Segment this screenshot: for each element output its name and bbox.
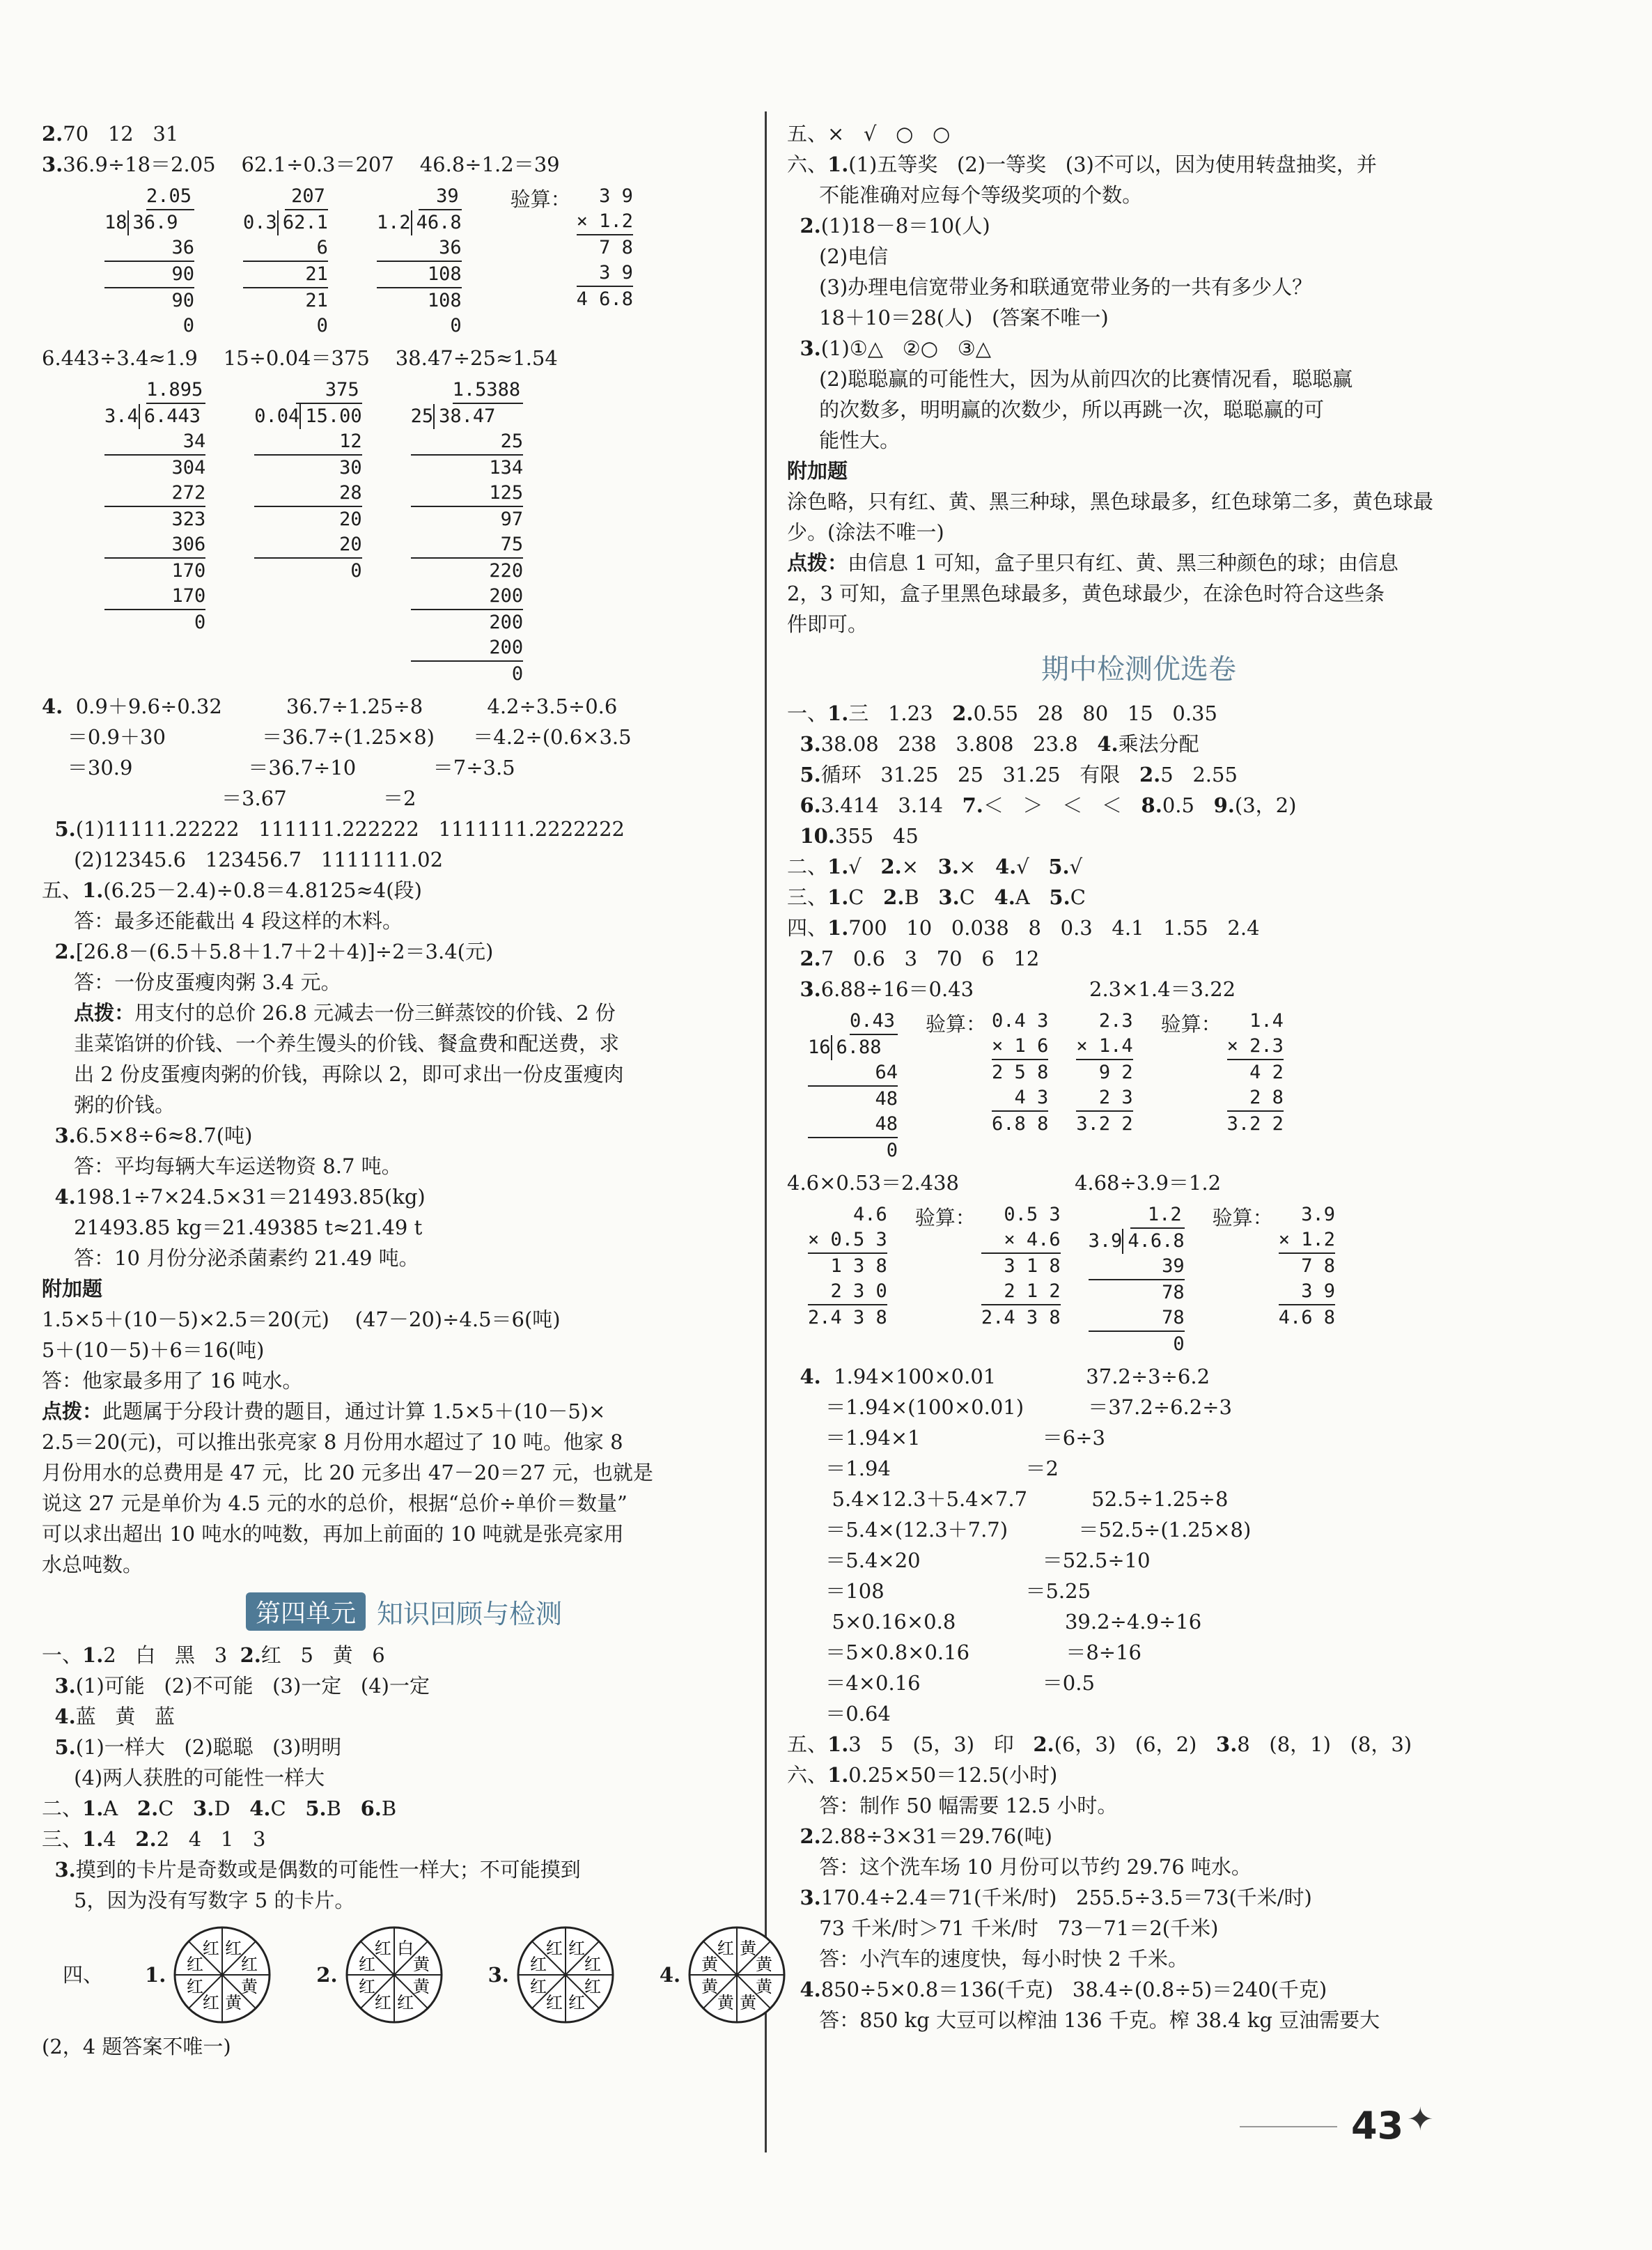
dividend: 15.00 [299, 404, 361, 429]
right-line3-17: 3.170.4÷2.4＝71(千米/时) 255.5÷3.5＝73(千米/时) [800, 1886, 1312, 1909]
left-line2-0: 4. 0.9＋9.6÷0.32 36.7÷1.25÷8 4.2÷3.5÷0.6 [42, 695, 618, 718]
quotient: 2.05 [146, 184, 194, 210]
left-column [42, 118, 773, 2062]
wheel-segment-label: 红 [203, 1992, 220, 2012]
right-line-5: (3)办理电信宽带业务和联通宽带业务的一共有多少人？ [787, 275, 1313, 299]
left-line2-27: 可以求出超出 10 吨水的吨数，再加上前面的 10 吨就是张亮家用 [42, 1522, 624, 1546]
dividend: 6.443 [139, 404, 201, 429]
left-line-0: 2.70 12 31 [42, 122, 179, 146]
division-step: 39 [1089, 1254, 1185, 1280]
right-line3-21: 答：850 kg 大豆可以榨油 136 千克。榨 38.4 kg 豆油需要大 [787, 2008, 1380, 2032]
wheel-segment-label: 黄 [756, 1954, 773, 1974]
quotient: 0.43 [850, 1009, 898, 1035]
division-step: 108 [427, 290, 462, 311]
wheel-segment-label: 红 [545, 1992, 563, 2012]
left-line2-14: 3.6.5×8÷6≈8.7(吨) [54, 1124, 253, 1147]
multiplication-row: 3 9 [577, 261, 633, 287]
left-line2-10: 点拨：用支付的总价 26.8 元减去一份三鲜蒸饺的价钱、2 份 [74, 1001, 616, 1025]
right-line3-1: ＝1.94×(100×0.01) ＝37.2÷6.2÷3 [787, 1395, 1232, 1419]
spinner-icon [170, 1923, 274, 2027]
right-line-6: 18＋10＝28(人) (答案不唯一) [787, 306, 1109, 329]
right-line-11: 附加题 [787, 459, 848, 483]
wheel-segment-label: 红 [529, 1954, 547, 1974]
left-line3-2: 4.蓝 黄 蓝 [54, 1705, 176, 1728]
right-line-3: 2.(1)18－8＝10(人) [800, 214, 990, 238]
multiplication-row: 3 9 [599, 185, 633, 207]
dividend: 6.88 [831, 1035, 882, 1060]
right-line3-3: ＝1.94 ＝2 [787, 1457, 1059, 1480]
division-step: 200 [489, 612, 524, 633]
left-line2-18: 答：10 月份分泌杀菌素约 21.49 吨。 [42, 1246, 419, 1270]
wheel-segment-label: 黄 [701, 1977, 719, 1997]
multiplication-row: 9 2 [1098, 1062, 1133, 1083]
multiplication-row: 6.8 8 [992, 1113, 1049, 1135]
wheel-segment-label: 红 [396, 1992, 414, 2012]
right-line3-6: ＝5.4×20 ＝52.5÷10 [787, 1549, 1151, 1572]
right-line3-2: ＝1.94×1 ＝6÷3 [787, 1426, 1105, 1450]
multiplication-row: 7 8 [1301, 1255, 1335, 1277]
division-step: 20 [254, 532, 361, 559]
right-line-7: 3.(1)①△ ②○ ③△ [800, 336, 992, 360]
division-step: 0 [886, 1140, 898, 1161]
right-line2-5: 二、1.√ 2.× 3.× 4.√ 5.√ [787, 855, 1083, 878]
spinner-wheel-4 [660, 1923, 789, 2027]
right-line3-9: ＝5×0.8×0.16 ＝8÷16 [787, 1640, 1141, 1664]
dividend: 46.8 [411, 210, 462, 235]
left-line2-20: 1.5×5＋(10－5)×2.5＝20(元) (47－20)÷4.5＝6(吨) [42, 1308, 561, 1331]
spinner-icon [513, 1923, 618, 2027]
left-line2-15: 答：平均每辆大车运送物资 8.7 吨。 [42, 1154, 402, 1178]
left-line3-5: 二、1.A 2.C 3.D 4.C 5.B 6.B [42, 1797, 397, 1820]
multiplication-row: 2 1 2 [981, 1279, 1061, 1305]
wheel-segment-label: 红 [358, 1954, 375, 1974]
right-line3-11: ＝0.64 [787, 1702, 891, 1725]
left-line2-3: ＝3.67 ＝2 [42, 786, 416, 810]
divisor: 25 [410, 405, 434, 427]
wheel-segment-label: 黄 [241, 1977, 258, 1997]
left-line2-28: 水总吨数。 [42, 1553, 143, 1576]
division-step: 125 [411, 481, 524, 507]
division-step: 0 [316, 315, 328, 336]
right-answers-part3 [787, 1361, 1490, 2035]
long-division-b-1 [254, 378, 361, 687]
left-line2-1: ＝0.9＋30 ＝36.7÷(1.25×8) ＝4.2÷(0.6×3.5 [42, 725, 632, 749]
right-answers-part1 [787, 118, 1490, 639]
multiplication-row: 3.2 2 [1076, 1113, 1133, 1135]
division-step: 200 [411, 635, 524, 662]
right-line-2: 不能准确对应每个等级奖项的个数。 [787, 183, 1143, 207]
multiplication-row: × 1.2 [577, 209, 633, 235]
spinner-wheel-1 [145, 1923, 274, 2027]
quotient: 1.895 [146, 378, 205, 404]
left-answers-part1 [42, 118, 766, 180]
left-line-1: 3.36.9÷18＝2.05 62.1÷0.3＝207 46.8÷1.2＝39 [42, 153, 560, 176]
multiplication-row: 2.4 3 8 [808, 1307, 887, 1328]
right-line-0: 五、× √ ○ ○ [787, 122, 951, 146]
right-line2-0: 一、1.三 1.23 2.0.55 28 80 15 0.35 [787, 701, 1217, 725]
long-division-b-0 [104, 378, 205, 687]
right-line2-9: 3.6.88÷16＝0.43 2.3×1.4＝3.22 [800, 977, 1236, 1001]
divisor: 3.4 [104, 405, 139, 427]
multiplication-row: 2 5 8 [992, 1062, 1049, 1083]
left-line2-5: (2)12345.6 123456.7 1111111.02 [42, 848, 444, 871]
multiplication-2 [808, 1202, 887, 1357]
vertical-multiplication [1279, 1202, 1335, 1357]
quotient: 1.2 [1130, 1202, 1185, 1229]
wheel-segment-label: 黄 [701, 1954, 719, 1974]
division-step: 21 [243, 262, 328, 288]
wheel-segment-label: 红 [241, 1954, 258, 1974]
left-line3-3: 5.(1)一样大 (2)聪聪 (3)明明 [54, 1735, 342, 1759]
division-step: 90 [104, 262, 194, 288]
left-line-b: 6.443÷3.4≈1.9 15÷0.04＝375 38.47÷25≈1.54 [42, 346, 558, 370]
division-step: 304 [171, 457, 206, 479]
right-answers-part2 [787, 698, 1490, 1004]
division-step: 220 [489, 560, 524, 582]
vertical-multiplication [992, 1009, 1048, 1163]
multiplication-row: 2 3 0 [808, 1279, 887, 1305]
division-step: 0 [182, 315, 195, 336]
left-line3-0: 一、1.2 白 黑 3 2.红 5 黄 6 [42, 1643, 385, 1667]
multiplication-row: 4 3 [992, 1085, 1048, 1112]
wheel-segment-label: 红 [568, 1939, 585, 1959]
right-line3-5: ＝5.4×(12.3＋7.7) ＝52.5÷(1.25×8) [787, 1518, 1252, 1542]
right-line-14: 点拨：由信息 1 可知，盒子里只有红、黄、黑三种颜色的球；由信息 [787, 551, 1398, 575]
wheel-segment-label: 黄 [412, 1954, 430, 1974]
quotient: 375 [296, 378, 361, 404]
right-line-9: 的次数多，明明赢的次数少，所以再跳一次，聪聪赢的可 [787, 398, 1325, 421]
vertical-multiplication [1227, 1009, 1284, 1163]
right-line-1: 六、1.(1)五等奖 (2)一等奖 (3)不可以，因为使用转盘抽奖，并 [787, 153, 1377, 176]
multiplication-row: × 1 6 [992, 1034, 1048, 1060]
division-step: 28 [254, 481, 361, 507]
division-step: 323 [171, 509, 206, 530]
verify-label: 验算： [1160, 1012, 1222, 1036]
wheel-segment-label: 白 [396, 1939, 414, 1959]
vertical-multiplication [981, 1202, 1061, 1357]
long-division-1 [243, 184, 328, 339]
wheel-label: 2. [316, 1963, 338, 1987]
division-step: 170 [104, 584, 205, 610]
multiplication-row: × 2.3 [1227, 1034, 1284, 1060]
right-line-c: 4.6×0.53＝2.438 4.68÷3.9＝1.2 [787, 1171, 1222, 1195]
divisor: 0.04 [254, 405, 300, 427]
left-line2-12: 出 2 份皮蛋瘦肉粥的价钱，再除以 2，即可求出一份皮蛋瘦肉 [42, 1062, 624, 1086]
multiplication-row: × 4.6 [981, 1227, 1061, 1254]
wheel-segment-label: 黄 [412, 1977, 430, 1997]
star-ornament-icon: ✦ [1407, 2100, 1434, 2138]
left-line2-23: 点拨：此题属于分段计费的题目，通过计算 1.5×5＋(10－5)× [42, 1399, 606, 1423]
right-line2-3: 6.3.414 3.14 7.＜ ＞ ＜ ＜ 8.0.5 9.(3，2) [800, 793, 1297, 817]
division-step: 272 [104, 481, 205, 507]
spinner-icon [342, 1923, 446, 2027]
divisor: 0.3 [243, 212, 277, 233]
wheel-segment-label: 红 [187, 1954, 204, 1974]
left-line2-22: 答：他家最多用了 16 吨水。 [42, 1369, 303, 1392]
right-line3-15: 2.2.88÷3×31＝29.76(吨) [800, 1824, 1052, 1848]
verify-multiplication-1 [511, 184, 633, 339]
left-answers-part2 [42, 691, 766, 1580]
wheel-segment-label: 红 [374, 1939, 391, 1959]
division-step: 0 [1173, 1333, 1185, 1355]
division-step: 64 [808, 1060, 898, 1087]
calc-set-1 [808, 1009, 1490, 1163]
wheel-segment-label: 黄 [717, 1992, 735, 2012]
unit-subtitle: 知识回顾与检测 [377, 1598, 563, 1629]
division-step: 78 [1162, 1282, 1185, 1303]
long-division-b-2 [411, 378, 524, 687]
division-step: 97 [500, 509, 524, 530]
left-line2-13: 粥的价钱。 [42, 1093, 176, 1117]
wheel-segment-label: 红 [568, 1992, 585, 2012]
spinner-wheel-3 [488, 1923, 618, 2027]
unit-badge: 第四单元 [246, 1592, 366, 1631]
vertical-multiplication [577, 184, 633, 339]
right-line-10: 能性大。 [787, 428, 901, 452]
left-line2-4: 5.(1)11111.22222 111111.222222 1111111.2222222 [54, 817, 625, 841]
right-line-15: 2，3 可知，盒子里黑色球最多，黄色球最少，在涂色时符合这些条 [787, 582, 1385, 605]
right-column [787, 118, 1490, 2035]
multiplication-row: 2 8 [1227, 1085, 1284, 1112]
verify-multiplication-2 [926, 1009, 1048, 1163]
multiplication-1 [1076, 1009, 1132, 1163]
wheel-label: 1. [145, 1963, 166, 1987]
division-step: 0 [450, 315, 462, 336]
division-step: 200 [411, 584, 524, 610]
divisor: 16 [808, 1037, 831, 1058]
wheel-segment-label: 红 [203, 1939, 220, 1959]
long-division-r1 [808, 1009, 898, 1163]
wheel-segment-label: 黄 [756, 1977, 773, 1997]
multiplication-row: × 1.2 [1279, 1227, 1335, 1254]
dividend: 4.6.8 [1122, 1229, 1184, 1254]
division-step: 306 [104, 532, 205, 559]
multiplication-row: 2.3 [1098, 1010, 1133, 1032]
spinner-icon [685, 1923, 789, 2027]
right-line2-2: 5.循环 31.25 25 31.25 有限 2.5 2.55 [800, 763, 1238, 786]
division-step: 20 [339, 509, 362, 530]
wheel-segment-label: 红 [584, 1954, 601, 1974]
multiplication-row: 2.4 3 8 [981, 1307, 1061, 1328]
division-step: 90 [171, 290, 195, 311]
wheel-segment-label: 红 [374, 1992, 391, 2012]
multiplication-row: 3.2 2 [1226, 1113, 1284, 1135]
multiplication-row: 1.4 [1249, 1010, 1284, 1032]
right-line3-16: 答：这个洗车场 10 月份可以节约 29.76 吨水。 [787, 1855, 1252, 1879]
right-line-4: (2)电信 [787, 245, 889, 268]
wheels-prefix: 四、 [63, 1963, 104, 1987]
right-line3-8: 5×0.16×0.8 39.2÷4.9÷16 [787, 1610, 1202, 1634]
multiplication-row: 0.4 3 [992, 1010, 1049, 1032]
division-step: 134 [489, 457, 524, 479]
wheel-segment-label: 红 [545, 1939, 563, 1959]
right-line-8: (2)聪聪赢的可能性大，因为从前四次的比赛情况看，聪聪赢 [787, 367, 1353, 391]
divisor: 1.2 [376, 212, 411, 233]
long-division-0 [104, 184, 194, 339]
dividend: 36.9 [127, 210, 178, 235]
quotient: 1.5388 [453, 378, 524, 404]
right-line3-0: 4. 1.94×100×0.01 37.2÷3÷6.2 [800, 1365, 1210, 1388]
division-step: 108 [377, 262, 462, 288]
multiplication-row: 0.5 3 [1004, 1204, 1061, 1225]
page-number: 43 [1351, 2104, 1404, 2148]
division-step: 78 [1089, 1305, 1185, 1332]
spinner-wheel-2 [316, 1923, 446, 2027]
left-answers-part3 [42, 1640, 766, 1916]
multiplication-row: 7 8 [599, 237, 633, 258]
left-line3-6: 三、1.4 2.2 4 1 3 [42, 1827, 266, 1851]
multiplication-row: 4.6 8 [1278, 1307, 1335, 1328]
section-title: 期中检测优选卷 [1041, 653, 1236, 685]
left-line2-26: 说这 27 元是单价为 4.5 元的水的总价，根据“总价÷单价＝数量” [42, 1491, 628, 1515]
wheel-segment-label: 黄 [740, 1992, 757, 2012]
multiplication-row: 3 1 8 [1004, 1255, 1061, 1277]
division-step: 25 [411, 429, 524, 456]
multiplication-row: 2 3 [1076, 1085, 1132, 1112]
right-line3-7: ＝108 ＝5.25 [787, 1579, 1091, 1603]
wheel-segment-label: 红 [584, 1977, 601, 1997]
multiplication-row: 4 6.8 [576, 288, 633, 310]
left-line3-4: (4)两人获胜的可能性一样大 [42, 1766, 325, 1790]
verify-multiplication-3 [1161, 1009, 1284, 1163]
verify-multiplication-5 [1213, 1202, 1335, 1357]
long-division-r2 [1089, 1202, 1185, 1357]
right-line3-12: 五、1.3 5 (5，3) 印 2.(6，3) (6，2) 3.8 (8，1) (8，3) [787, 1732, 1412, 1756]
multiplication-row: × 0.5 3 [808, 1227, 887, 1254]
right-line3-10: ＝4×0.16 ＝0.5 [787, 1671, 1095, 1695]
wheels-note: (2，4 题答案不唯一) [42, 2035, 231, 2058]
division-step: 75 [411, 532, 524, 559]
right-line-16: 件即可。 [787, 612, 868, 636]
quotient: 39 [419, 184, 462, 210]
vertical-multiplication [1076, 1009, 1132, 1163]
wheel-segment-label: 红 [717, 1939, 735, 1959]
dividend: 62.1 [277, 210, 328, 235]
left-line2-6: 五、1.(6.25－2.4)÷0.8＝4.8125≈4(段) [42, 878, 422, 902]
division-step: 48 [808, 1112, 898, 1138]
calc-set-2 [808, 1202, 1490, 1357]
verify-label: 验算： [926, 1012, 987, 1036]
left-line2-16: 4.198.1÷7×24.5×31＝21493.85(kg) [54, 1185, 426, 1209]
wheel-label: 3. [488, 1963, 509, 1987]
page-number-rule [1240, 2126, 1337, 2127]
wheel-segment-label: 红 [225, 1939, 242, 1959]
right-line3-19: 答：小汽车的速度快，每小时快 2 千米。 [787, 1947, 1188, 1971]
division-step: 21 [305, 290, 328, 311]
quotient: 207 [285, 184, 328, 210]
left-line3-7: 3.摸到的卡片是奇数或是偶数的可能性一样大；不可能摸到 [54, 1858, 581, 1882]
right-line2-1: 3.38.08 238 3.808 23.8 4.乘法分配 [800, 732, 1199, 756]
wheel-segment-label: 红 [187, 1977, 204, 1997]
left-line2-19: 附加题 [42, 1277, 103, 1301]
right-line3-4: 5.4×12.3＋5.4×7.7 52.5÷1.25÷8 [787, 1487, 1229, 1511]
right-line3-18: 73 千米/时＞71 千米/时 73－71＝2(千米) [787, 1916, 1219, 1940]
right-line3-14: 答：制作 50 幅需要 12.5 小时。 [787, 1794, 1118, 1817]
division-step: 6 [243, 235, 328, 262]
wheel-segment-label: 黄 [740, 1939, 757, 1959]
multiplication-row: 1 3 8 [830, 1255, 887, 1277]
right-line3-13: 六、1.0.25×50＝12.5(小时) [787, 1763, 1058, 1787]
division-step: 0 [194, 612, 206, 633]
left-line2-25: 月份用水的总费用是 47 元，比 20 元多出 47－20＝27 元，也就是 [42, 1461, 653, 1484]
left-line2-7: 答：最多还能截出 4 段这样的木料。 [42, 909, 403, 933]
division-step: 0 [511, 663, 524, 685]
multiplication-row: 3 9 [1279, 1279, 1335, 1305]
right-line2-4: 10.355 45 [800, 824, 919, 848]
left-line3-8: 5，因为没有写数字 5 的卡片。 [42, 1888, 355, 1912]
wheel-segment-label: 红 [358, 1977, 375, 1997]
unit-title [42, 1587, 766, 1636]
division-step: 36 [377, 235, 462, 262]
right-line2-8: 2.7 0.6 3 70 6 12 [800, 947, 1040, 970]
division-set-1 [104, 184, 766, 339]
division-set-2 [104, 378, 766, 687]
left-line2-21: 5＋(10－5)＋6＝16(吨) [42, 1338, 265, 1362]
multiplication-row: × 1.4 [1076, 1034, 1132, 1060]
division-step: 34 [104, 429, 205, 456]
left-line2-2: ＝30.9 ＝36.7÷10 ＝7÷3.5 [42, 756, 515, 779]
division-step: 48 [875, 1088, 898, 1110]
verify-multiplication-4 [915, 1202, 1061, 1357]
dividend: 38.47 [433, 404, 495, 429]
spinner-wheels [63, 1923, 773, 2027]
vertical-multiplication [808, 1202, 887, 1357]
division-step: 12 [254, 429, 361, 456]
right-line2-6: 三、1.C 2.B 3.C 4.A 5.C [787, 885, 1086, 909]
division-step: 170 [171, 560, 206, 582]
verify-label: 验算： [914, 1206, 976, 1229]
multiplication-row: 4 2 [1249, 1062, 1284, 1083]
left-line2-9: 答：一份皮蛋瘦肉粥 3.4 元。 [42, 970, 341, 994]
verify-label: 验算： [1212, 1206, 1273, 1229]
long-division-2 [377, 184, 462, 339]
left-line2-11: 韭菜馅饼的价钱、一个养生馒头的价钱、餐盒费和配送费，求 [42, 1032, 620, 1055]
divisor: 3.9 [1088, 1230, 1123, 1252]
divisor: 18 [104, 212, 127, 233]
left-line2-8: 2.[26.8－(6.5＋5.8＋1.7＋2＋4)]÷2＝3.4(元) [54, 940, 494, 963]
multiplication-row: 3.9 [1301, 1204, 1335, 1225]
wheel-label: 4. [659, 1963, 681, 1987]
right-line-13: 少。(涂法不唯一) [787, 520, 944, 544]
division-step: 36 [104, 235, 194, 262]
left-line3-1: 3.(1)可能 (2)不可能 (3)一定 (4)一定 [54, 1674, 430, 1698]
multiplication-row: 4.6 [853, 1204, 887, 1225]
wheel-segment-label: 黄 [225, 1992, 242, 2012]
right-line-12: 涂色略，只有红、黄、黑三种球，黑色球最多，红色球第二多，黄色球最 [787, 490, 1434, 513]
right-line2-7: 四、1.700 10 0.038 8 0.3 4.1 1.55 2.4 [787, 916, 1260, 940]
division-step: 30 [339, 457, 362, 479]
left-line2-24: 2.5＝20(元)，可以推出张亮家 8 月份用水超过了 10 吨。他家 8 [42, 1430, 623, 1454]
verify-label: 验算： [510, 187, 571, 211]
division-step: 0 [350, 560, 362, 582]
wheel-segment-label: 红 [529, 1977, 547, 1997]
left-line2-17: 21493.85 kg＝21.49385 t≈21.49 t [42, 1216, 423, 1239]
right-line3-20: 4.850÷5×0.8＝136(千克) 38.4÷(0.8÷5)＝240(千克) [800, 1978, 1327, 2001]
